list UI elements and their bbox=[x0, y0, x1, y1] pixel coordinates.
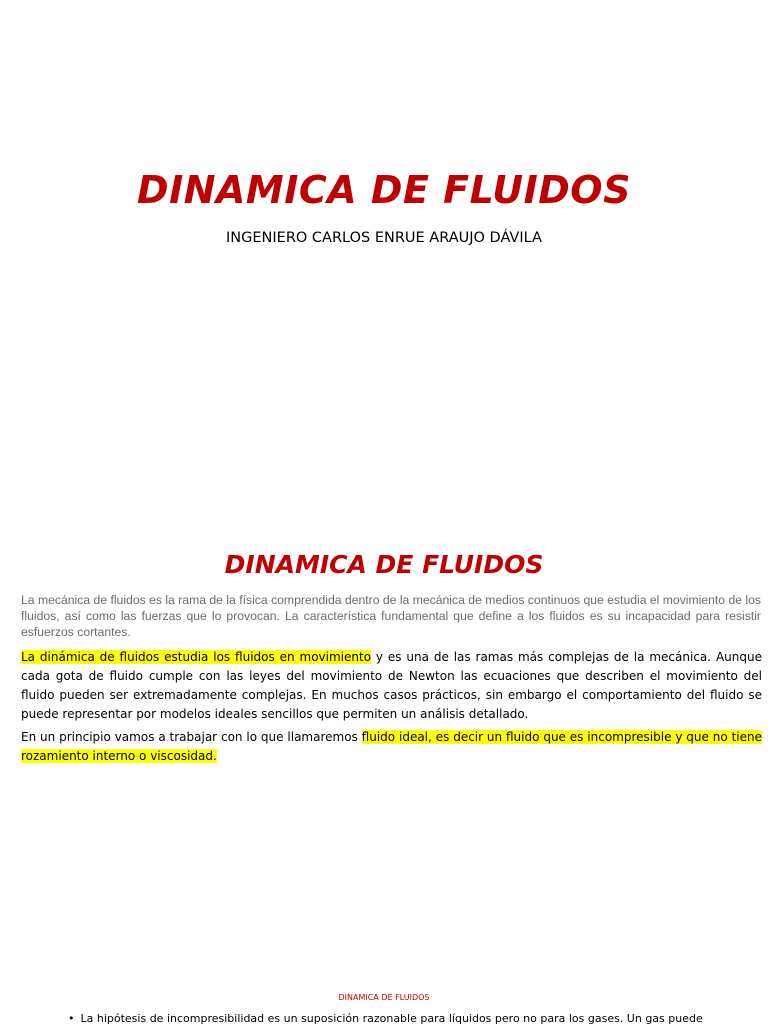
author-name: INGENIERO CARLOS ENRUE ARAUJO DÁVILA bbox=[226, 230, 542, 246]
intro-paragraph: La mecánica de fluidos es la rama de la física comprendida dentro de la mecánica de medios continuos que estudia el movimiento de los fluidos, así como las fuerzas que lo provocan. La característica fundamental que define a los fluidos es su incapacidad para resistir esfuerzos cortantes. bbox=[21, 593, 761, 639]
highlighted-text: fluido ideal, es decir un fluido que es incompresible y que no tiene rozamiento interno o viscosidad. bbox=[21, 730, 762, 763]
paragraph-text: En un principio vamos a trabajar con lo que llamaremos bbox=[21, 730, 362, 744]
paragraph-dynamics bbox=[21, 648, 762, 724]
main-title: DINAMICA DE FLUIDOS bbox=[137, 168, 631, 212]
slide-next bbox=[0, 960, 768, 1024]
paragraph-ideal-fluid bbox=[21, 728, 762, 766]
paragraph-text: y es una de las ramas más complejas de la mecánica. Aunque cada gota de fluido cumple con las leyes del movimiento de Newton las ecuaciones que describen el movimiento del fluido pueden ser extremadamente complejas. En muchos casos prácticos, sin embargo el comportamiento del fluido se puede representar por modelos ideales sencillos que permiten un análisis detallado. bbox=[21, 650, 762, 721]
slide-content bbox=[0, 520, 768, 960]
bullet-item bbox=[68, 1012, 728, 1024]
small-title: DINAMICA DE FLUIDOS bbox=[338, 993, 430, 1002]
section-title: DINAMICA DE FLUIDOS bbox=[224, 550, 544, 579]
bullet-icon: • bbox=[68, 1012, 75, 1024]
highlighted-text: La dinámica de fluidos estudia los fluidos en movimiento bbox=[21, 650, 372, 664]
bullet-text: La hipótesis de incompresibilidad es un suposición razonable para líquidos pero no para los gases. Un gas puede bbox=[80, 1012, 703, 1024]
